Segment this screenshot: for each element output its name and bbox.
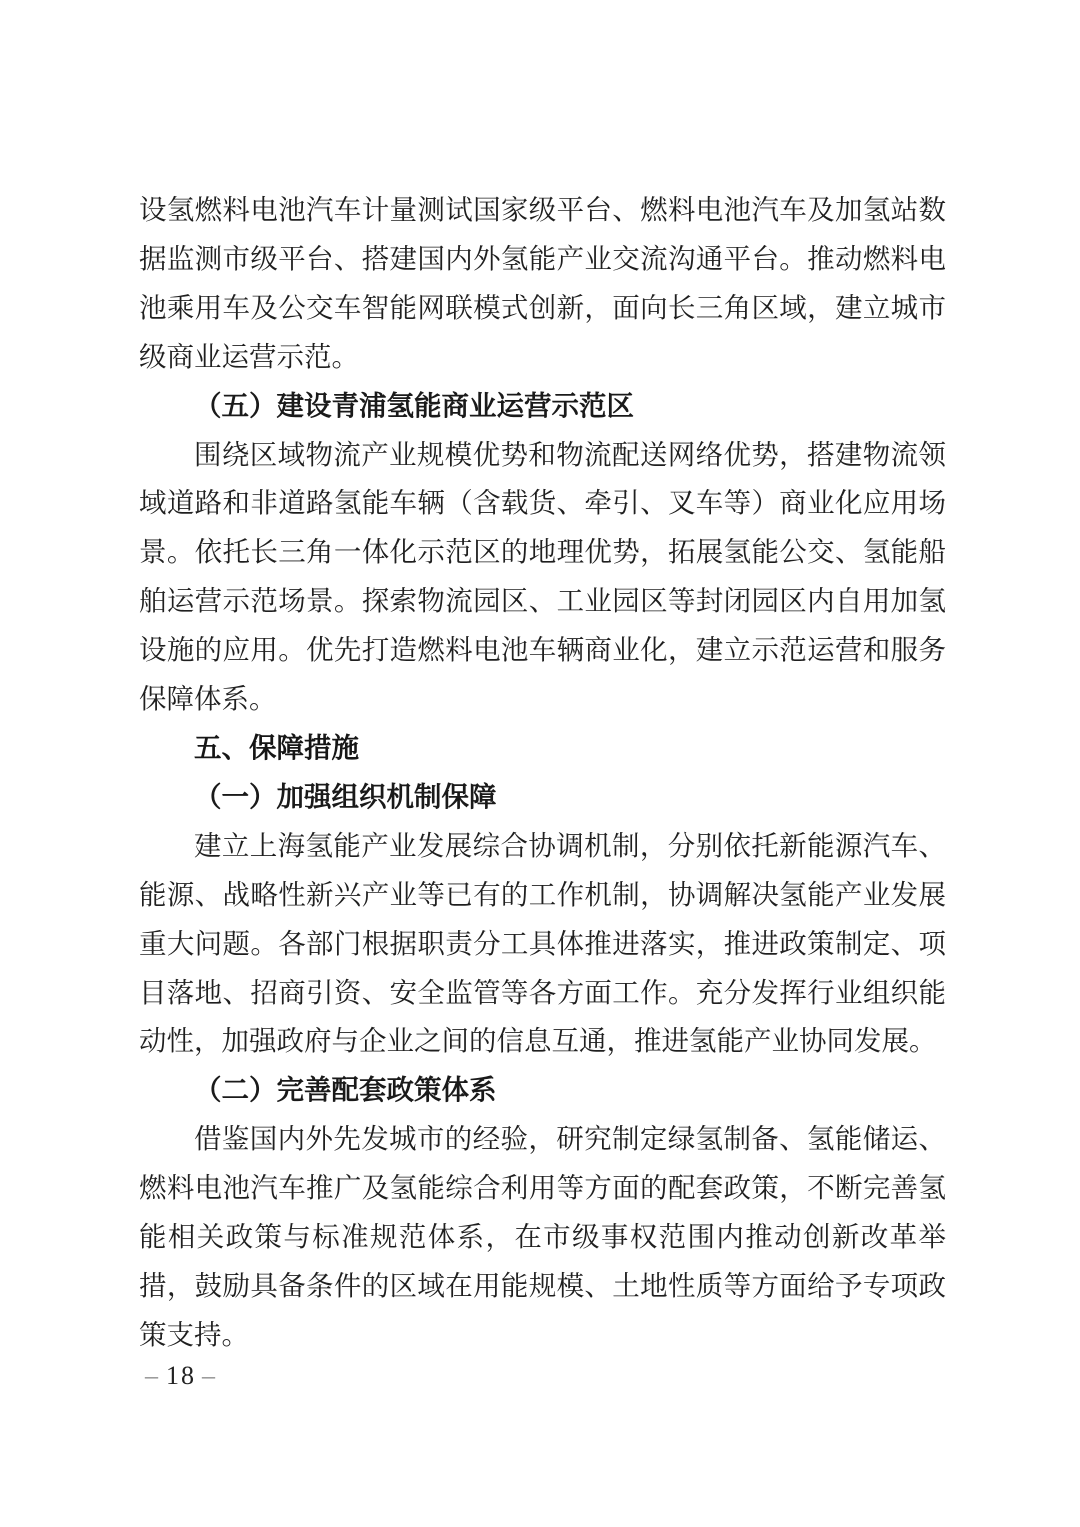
footer-dash-right: – — [202, 1361, 217, 1390]
paragraph-continuation: 设氢燃料电池汽车计量测试国家级平台、燃料电池汽车及加氢站数据监测市级平台、搭建国内外氢能产业交流沟通平台。推动燃料电池乘用车及公交车智能网联模式创新，面向长三角区域，建立城市级商业运营示范。 — [139, 194, 946, 372]
subsection-2-heading: （二）完善配套政策体系 — [194, 1074, 497, 1106]
chapter-5-heading: 五、保障措施 — [194, 731, 359, 763]
paragraph-qingpu-demo: 围绕区域物流产业规模优势和物流配送网络优势，搭建物流领域道路和非道路氢能车辆（含载货、牵引、叉车等）商业化应用场景。依托长三角一体化示范区的地理优势，拓展氢能公交、氢能船舶运营示范场景。探索物流园区、工业园区等封闭园区内自用加氢设施的应用。优先打造燃料电池车辆商业化，建立示范运营和服务保障体系。 — [139, 438, 946, 715]
page-number: 18 — [166, 1361, 196, 1390]
section-5-heading: （五）建设青浦氢能商业运营示范区 — [194, 389, 634, 421]
page-footer — [139, 1360, 223, 1392]
document-body — [139, 186, 946, 1360]
footer-dash-left: – — [145, 1361, 160, 1390]
paragraph-organization: 建立上海氢能产业发展综合协调机制，分别依托新能源汽车、能源、战略性新兴产业等已有的工作机制，协调解决氢能产业发展重大问题。各部门根据职责分工具体推进落实，推进政策制定、项目落地、招商引资、安全监管等各方面工作。充分发挥行业组织能动性，加强政府与企业之间的信息互通，推进氢能产业协同发展。 — [139, 829, 946, 1057]
subsection-1-heading: （一）加强组织机制保障 — [194, 780, 497, 812]
paragraph-policy: 借鉴国内外先发城市的经验，研究制定绿氢制备、氢能储运、燃料电池汽车推广及氢能综合利用等方面的配套政策，不断完善氢能相关政策与标准规范体系，在市级事权范围内推动创新改革举措，鼓励具备条件的区域在用能规模、土地性质等方面给予专项政策支持。 — [139, 1123, 946, 1350]
